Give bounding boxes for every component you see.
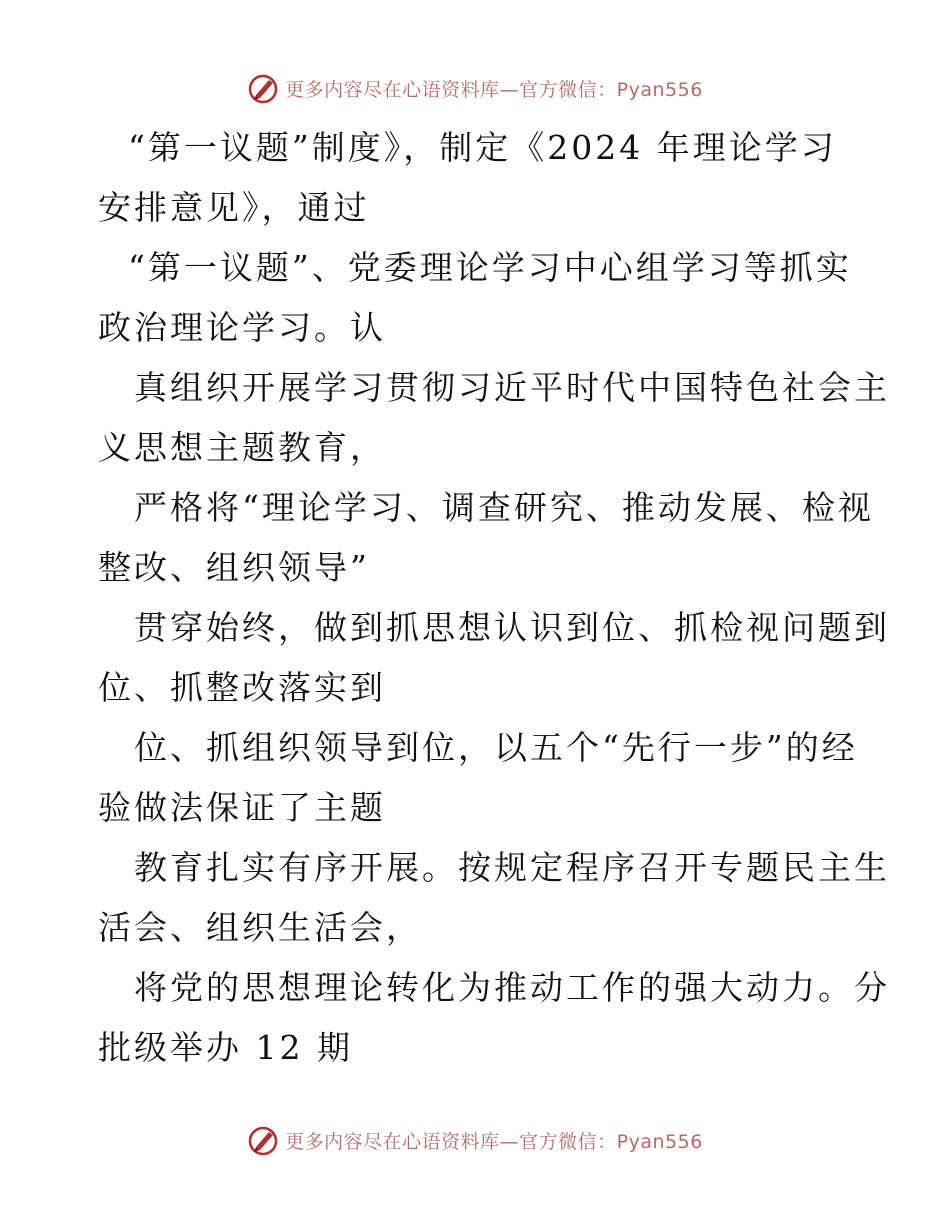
document-line: 位、抓组织领导到位，以五个“先行一步”的经 — [134, 728, 858, 767]
document-body — [98, 118, 890, 1078]
document-line: 教育扎实有序开展。按规定程序召开专题民主生 — [134, 848, 890, 887]
document-line: 验做法保证了主题 — [98, 788, 386, 827]
document-line: 严格将“理论学习、调查研究、推动发展、检视 — [134, 488, 874, 527]
document-line: 政治理论学习。认 — [98, 308, 386, 347]
document-line: 将党的思想理论转化为推动工作的强大动力。分 — [134, 968, 890, 1007]
footer-watermark — [0, 1124, 950, 1156]
pen-logo-icon — [247, 72, 279, 104]
document-line: “第一议题”制度》，制定《2024 年理论学习 — [128, 128, 837, 167]
document-line: 义思想主题教育， — [98, 428, 386, 467]
pen-logo-icon — [247, 1124, 279, 1156]
document-line: 安排意见》，通过 — [98, 188, 370, 227]
document-line: 真组织开展学习贯彻习近平时代中国特色社会主 — [134, 368, 890, 407]
header-watermark-text: 更多内容尽在心语资料库—官方微信：Pyan556 — [285, 78, 703, 101]
document-line: 整改、组织领导” — [98, 548, 370, 587]
header-watermark — [0, 72, 950, 104]
footer-watermark-text: 更多内容尽在心语资料库—官方微信：Pyan556 — [285, 1130, 703, 1153]
document-line: 批级举办 12 期 — [98, 1028, 353, 1067]
document-line: 贯穿始终，做到抓思想认识到位、抓检视问题到 — [134, 608, 890, 647]
document-line: 活会、组织生活会， — [98, 908, 422, 947]
document-line: 位、抓整改落实到 — [98, 668, 386, 707]
document-line: “第一议题”、党委理论学习中心组学习等抓实 — [128, 248, 852, 287]
